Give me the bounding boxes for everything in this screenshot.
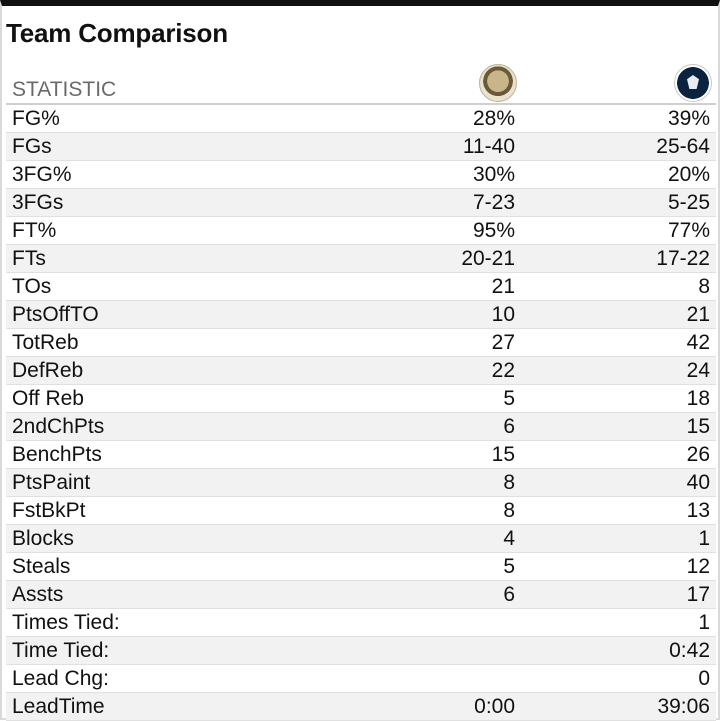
stat-label: FGs	[6, 133, 308, 161]
table-row	[6, 273, 716, 301]
team1-value: 28%	[308, 104, 521, 133]
team2-value: 15	[521, 413, 716, 441]
team1-value: 6	[308, 581, 521, 609]
stat-label: Steals	[6, 553, 308, 581]
panel-title: Team Comparison	[6, 18, 228, 48]
stat-label: Assts	[6, 581, 308, 609]
stat-label: Off Reb	[6, 385, 308, 413]
stat-label: FT%	[6, 217, 308, 245]
team2-value: 13	[521, 497, 716, 525]
team2-value: 20%	[521, 161, 716, 189]
table-row	[6, 553, 716, 581]
table-row	[6, 133, 716, 161]
stat-label: BenchPts	[6, 441, 308, 469]
team2-value: 0:42	[521, 637, 716, 665]
stat-label: DefReb	[6, 357, 308, 385]
team2-value: 77%	[521, 217, 716, 245]
stat-label: PtsOffTO	[6, 301, 308, 329]
team2-value: 21	[521, 301, 716, 329]
table-row	[6, 497, 716, 525]
table-row	[6, 413, 716, 441]
table-row	[6, 441, 716, 469]
stat-label: FTs	[6, 245, 308, 273]
table-row	[6, 693, 716, 721]
bryant-bulldogs-logo-icon	[479, 64, 517, 102]
team1-value: 4	[308, 525, 521, 553]
team1-value: 7-23	[308, 189, 521, 217]
team2-value: 39:06	[521, 693, 716, 721]
stat-label: FstBkPt	[6, 497, 308, 525]
team1-value: 5	[308, 553, 521, 581]
team1-value: 10	[308, 301, 521, 329]
team1-value: 8	[308, 469, 521, 497]
table-row	[6, 245, 716, 273]
team2-value: 12	[521, 553, 716, 581]
stat-label: LeadTime	[6, 693, 308, 721]
stat-label: 3FG%	[6, 161, 308, 189]
table-row	[6, 525, 716, 553]
stat-label: FG%	[6, 104, 308, 133]
team2-value: 0	[521, 665, 716, 693]
team1-value: 22	[308, 357, 521, 385]
table-row	[6, 385, 716, 413]
team2-value: 5-25	[521, 189, 716, 217]
team1-value: 21	[308, 273, 521, 301]
table-row	[6, 217, 716, 245]
table-row	[6, 469, 716, 497]
table-body	[6, 104, 716, 721]
team2-value: 1	[521, 525, 716, 553]
team1-value: 20-21	[308, 245, 521, 273]
stat-label: PtsPaint	[6, 469, 308, 497]
team2-value: 39%	[521, 104, 716, 133]
team1-value: 15	[308, 441, 521, 469]
stat-label: 3FGs	[6, 189, 308, 217]
team1-value: 0:00	[308, 693, 521, 721]
stat-label: Lead Chg:	[6, 665, 308, 693]
team2-value: 17-22	[521, 245, 716, 273]
stat-label: Blocks	[6, 525, 308, 553]
team1-value: 95%	[308, 217, 521, 245]
table-row	[6, 301, 716, 329]
team2-value: 25-64	[521, 133, 716, 161]
team1-value: 30%	[308, 161, 521, 189]
team2-header	[521, 64, 716, 104]
team1-value: 11-40	[308, 133, 521, 161]
table-row	[6, 581, 716, 609]
team1-value	[308, 637, 521, 665]
team1-value	[308, 665, 521, 693]
team1-value: 6	[308, 413, 521, 441]
team2-value: 18	[521, 385, 716, 413]
team2-value: 42	[521, 329, 716, 357]
table-row	[6, 189, 716, 217]
table-row	[6, 357, 716, 385]
team1-value	[308, 609, 521, 637]
team2-value: 17	[521, 581, 716, 609]
comparison-table	[6, 64, 716, 721]
stat-label: Times Tied:	[6, 609, 308, 637]
team2-value: 26	[521, 441, 716, 469]
table-row	[6, 665, 716, 693]
team1-value: 27	[308, 329, 521, 357]
table-row	[6, 637, 716, 665]
table-header-row	[6, 64, 716, 104]
team1-value: 8	[308, 497, 521, 525]
team2-value: 1	[521, 609, 716, 637]
table-row	[6, 161, 716, 189]
table-row	[6, 104, 716, 133]
statistic-header: STATISTIC	[6, 64, 308, 104]
stat-label: Time Tied:	[6, 637, 308, 665]
stat-label: TotReb	[6, 329, 308, 357]
stat-label: TOs	[6, 273, 308, 301]
team1-header	[308, 64, 521, 104]
team2-value: 8	[521, 273, 716, 301]
table-row	[6, 329, 716, 357]
team2-value: 40	[521, 469, 716, 497]
stat-label: 2ndChPts	[6, 413, 308, 441]
team2-value: 24	[521, 357, 716, 385]
table-row	[6, 609, 716, 637]
team1-value: 5	[308, 385, 521, 413]
uconn-huskies-logo-icon	[674, 64, 712, 102]
